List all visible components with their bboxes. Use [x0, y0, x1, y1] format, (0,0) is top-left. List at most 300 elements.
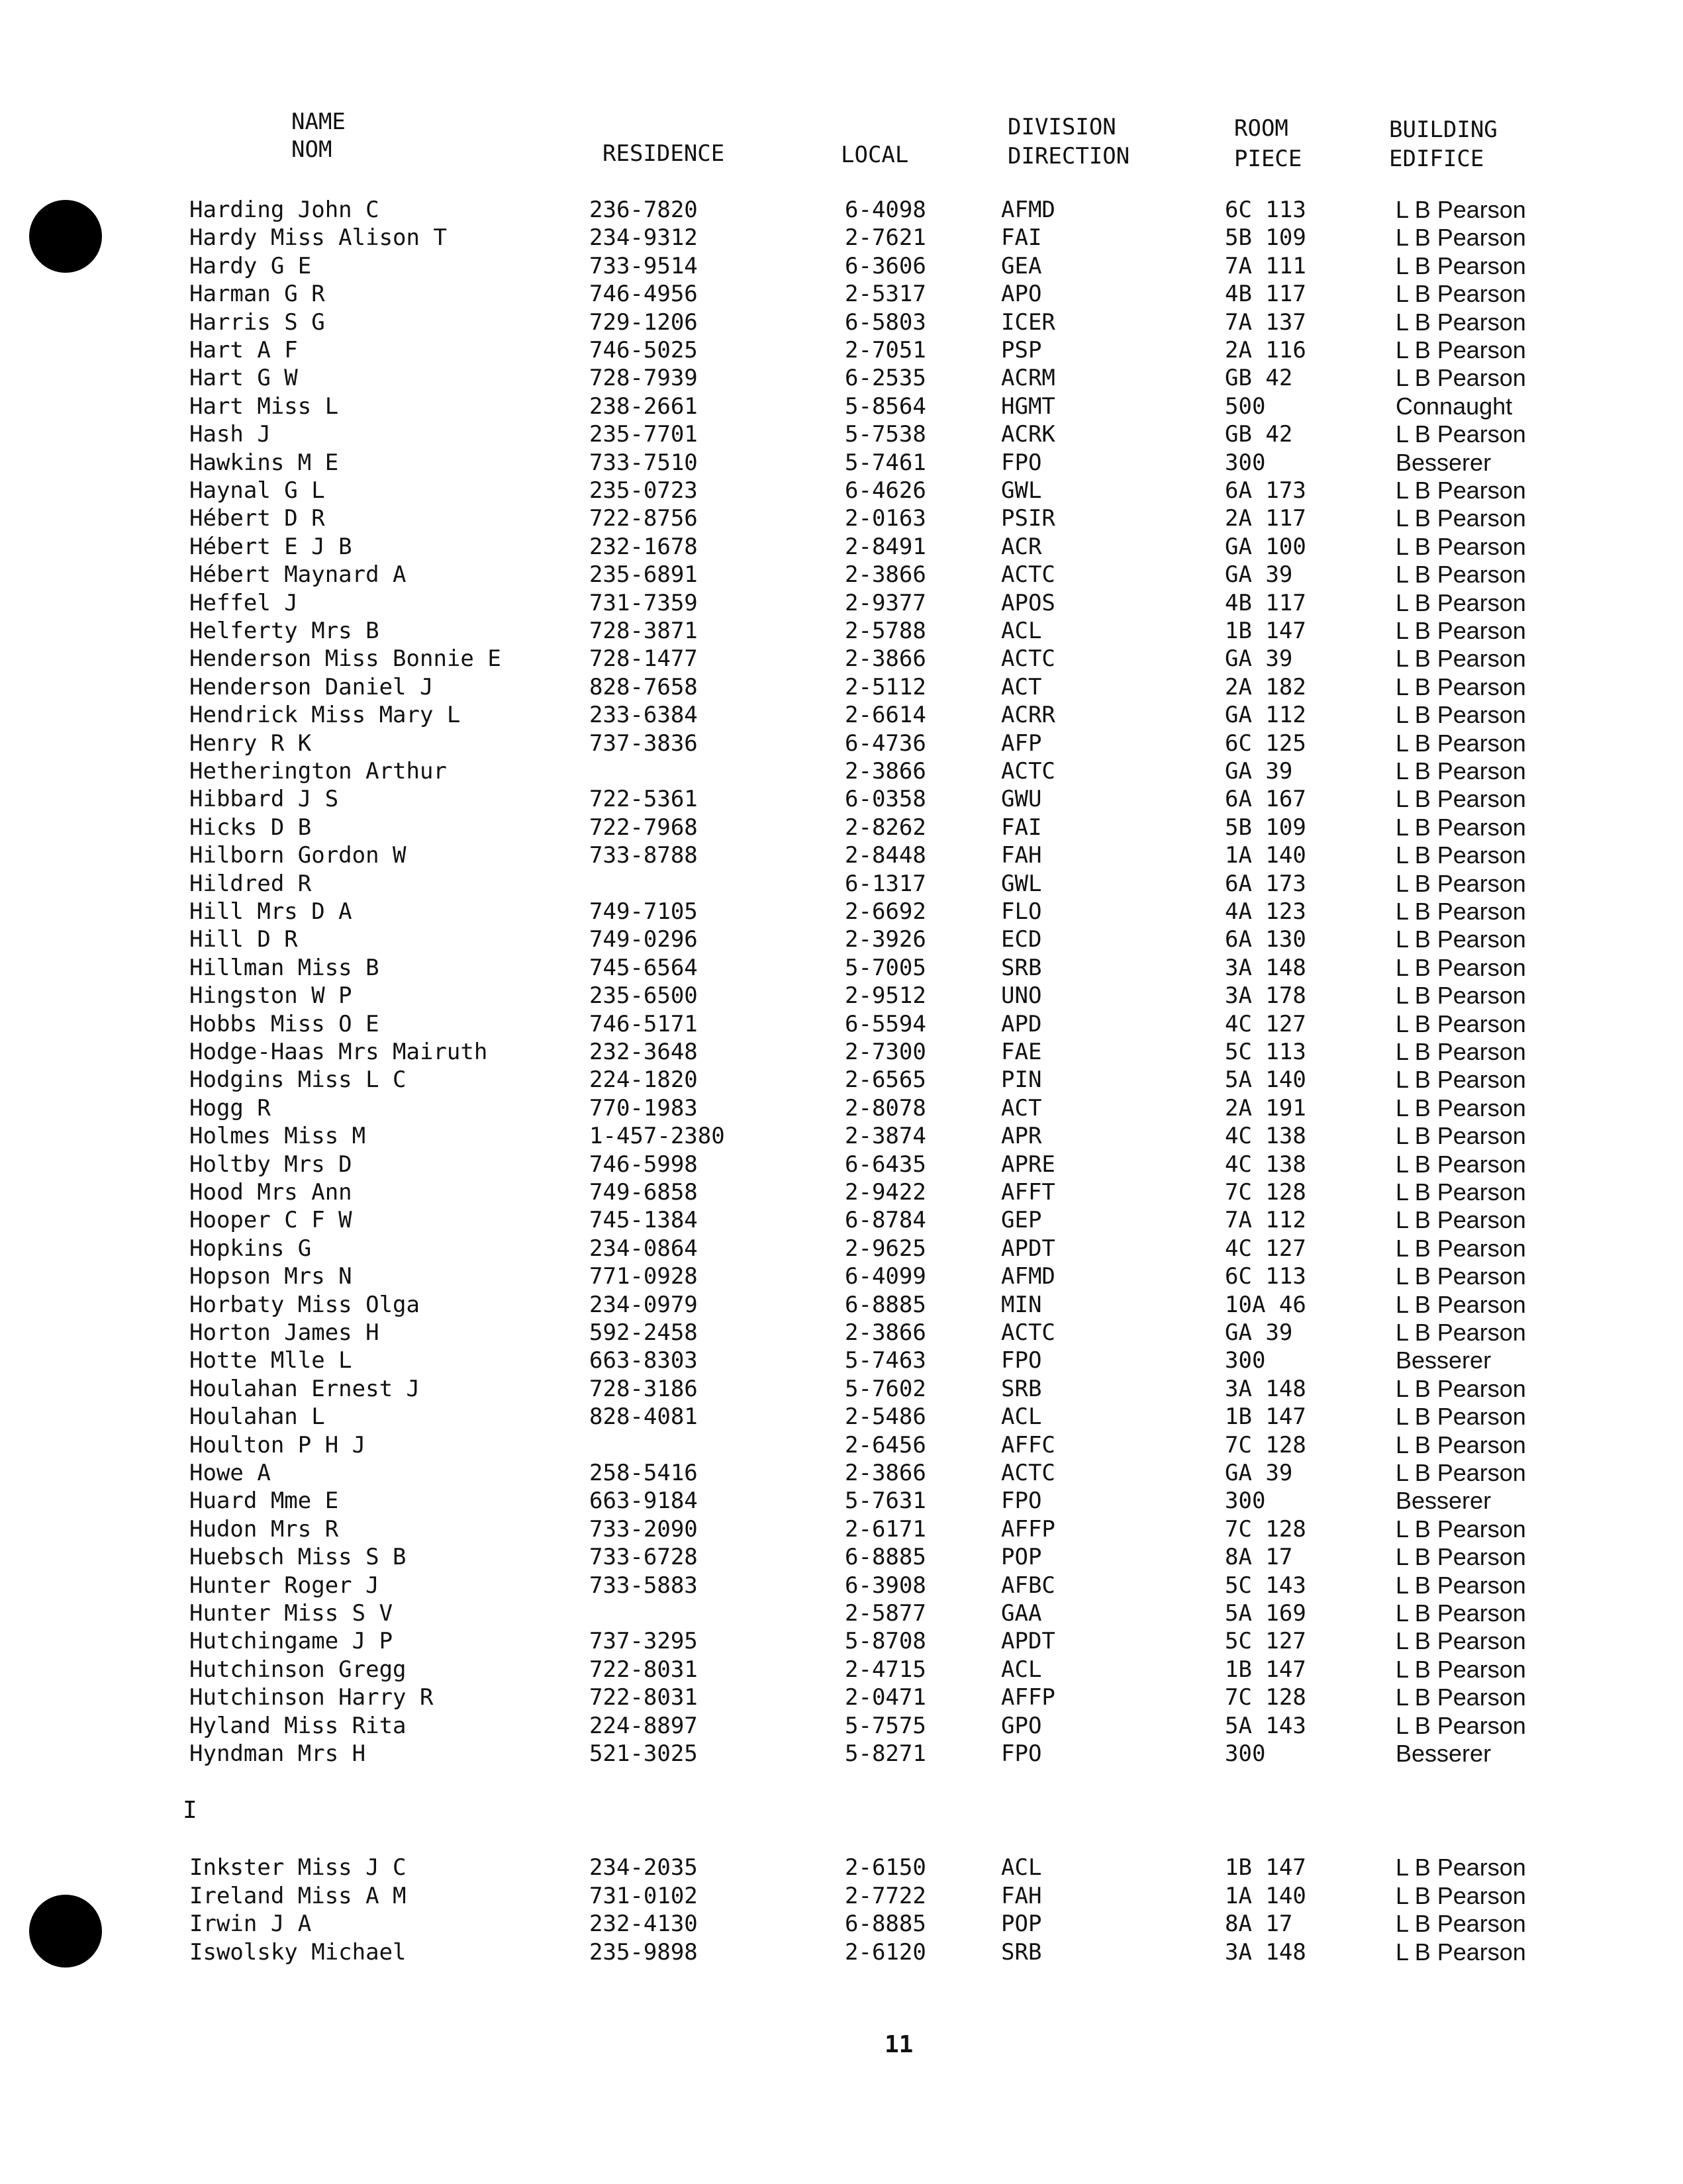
entry-residence: 749-0296	[589, 926, 698, 953]
entry-division: AFP	[1001, 730, 1042, 757]
entry-name: Hart Miss L	[189, 393, 339, 420]
entry-name: Iswolsky Michael	[189, 1938, 407, 1966]
entry-local: 2-3866	[845, 1460, 926, 1486]
entry-residence: 663-8303	[589, 1347, 698, 1374]
entry-building: L B Pearson	[1396, 1881, 1526, 1909]
entry-name: Hotte Mlle L	[189, 1347, 352, 1374]
entry-building: L B Pearson	[1396, 1938, 1526, 1966]
entry-building: L B Pearson	[1396, 1374, 1526, 1402]
entry-division: GEA	[1001, 252, 1042, 279]
entry-division: GWL	[1001, 870, 1042, 897]
entry-room: 4C 138	[1225, 1151, 1306, 1178]
entry-residence: 771-0928	[589, 1263, 698, 1290]
list-item	[0, 926, 1683, 953]
entry-building: L B Pearson	[1396, 785, 1526, 813]
entry-room: 5B 109	[1225, 224, 1306, 252]
entry-local: 6-4099	[845, 1263, 926, 1290]
list-item	[0, 1010, 1683, 1038]
entry-building: L B Pearson	[1396, 1910, 1526, 1937]
entry-local: 5-7631	[845, 1488, 926, 1515]
entry-room: 5A 140	[1225, 1067, 1306, 1094]
entry-building: L B Pearson	[1396, 1038, 1526, 1065]
entry-room: 8A 17	[1225, 1544, 1293, 1571]
list-item	[0, 1151, 1683, 1178]
entry-name: Hawkins M E	[189, 449, 339, 476]
list-item	[0, 336, 1683, 364]
list-item	[0, 364, 1683, 392]
entry-building: L B Pearson	[1396, 1655, 1526, 1683]
entry-room: 7A 111	[1225, 252, 1306, 279]
list-item	[0, 1543, 1683, 1571]
entry-building: L B Pearson	[1396, 1571, 1526, 1599]
list-item	[0, 477, 1683, 504]
entry-residence: 722-5361	[589, 786, 698, 813]
entry-building: L B Pearson	[1396, 1262, 1526, 1290]
entry-residence: 233-6384	[589, 702, 698, 729]
entry-division: GEP	[1001, 1207, 1042, 1234]
list-item	[0, 224, 1683, 252]
entry-room: 3A 178	[1225, 982, 1306, 1010]
list-item	[0, 1712, 1683, 1740]
header-local: LOCAL	[841, 142, 909, 168]
entry-name: Houlahan L	[189, 1403, 325, 1431]
entry-name: Irwin J A	[189, 1911, 312, 1937]
entry-name: Hodge-Haas Mrs Mairuth	[189, 1039, 488, 1065]
entry-division: ACT	[1001, 673, 1042, 700]
entry-name: Hetherington Arthur	[189, 758, 447, 784]
entry-room: 1B 147	[1225, 1403, 1306, 1431]
entry-division: ACRR	[1001, 702, 1055, 729]
entry-division: APOS	[1001, 589, 1055, 616]
entry-room: 1A 140	[1225, 842, 1306, 869]
list-item	[0, 814, 1683, 841]
entry-division: ACTC	[1001, 1319, 1055, 1346]
entry-building: L B Pearson	[1396, 336, 1526, 363]
entry-name: Hunter Roger J	[189, 1572, 379, 1599]
entry-building: L B Pearson	[1396, 1066, 1526, 1094]
entry-building: L B Pearson	[1396, 1178, 1526, 1206]
list-item	[0, 730, 1683, 757]
list-item	[0, 1487, 1683, 1515]
list-item	[0, 280, 1683, 308]
entry-room: 2A 116	[1225, 337, 1306, 363]
entry-local: 6-5594	[845, 1010, 926, 1037]
entry-room: 4C 127	[1225, 1010, 1306, 1037]
entry-room: 2A 182	[1225, 673, 1306, 700]
entry-local: 2-3926	[845, 926, 926, 953]
entry-room: 5C 127	[1225, 1628, 1306, 1655]
entry-division: ACTC	[1001, 561, 1055, 589]
entry-building: L B Pearson	[1396, 1684, 1526, 1711]
entry-residence: 663-9184	[589, 1488, 698, 1515]
entry-room: 1B 147	[1225, 618, 1306, 644]
entry-local: 2-5877	[845, 1600, 926, 1627]
entry-building: L B Pearson	[1396, 926, 1526, 953]
entry-building: L B Pearson	[1396, 1711, 1526, 1739]
entry-division: APD	[1001, 1010, 1042, 1037]
entry-room: 6C 113	[1225, 1263, 1306, 1290]
entry-local: 6-2535	[845, 365, 926, 392]
entry-division: ACRM	[1001, 365, 1055, 392]
entry-residence: 235-0723	[589, 477, 698, 504]
list-item	[0, 982, 1683, 1010]
entry-division: FAH	[1001, 842, 1042, 869]
entry-building: L B Pearson	[1396, 561, 1526, 589]
entry-residence: 728-3186	[589, 1375, 698, 1402]
entry-division: GWL	[1001, 477, 1042, 504]
entry-division: AFMD	[1001, 1263, 1055, 1290]
entry-name: Hopkins G	[189, 1235, 312, 1262]
entry-division: FPO	[1001, 1347, 1042, 1374]
entry-division: APRE	[1001, 1151, 1055, 1178]
entry-local: 6-4736	[845, 730, 926, 757]
entry-residence: 238-2661	[589, 393, 698, 420]
entry-name: Harris S G	[189, 309, 325, 336]
entry-residence: 232-1678	[589, 533, 698, 560]
entry-division: GWU	[1001, 786, 1042, 813]
entry-residence: 235-7701	[589, 421, 698, 448]
entry-room: 6A 173	[1225, 477, 1306, 504]
entry-division: POP	[1001, 1544, 1042, 1571]
entry-name: Hutchingame J P	[189, 1628, 393, 1655]
entry-division: ACR	[1001, 533, 1042, 560]
entry-division: APDT	[1001, 1235, 1055, 1262]
entry-room: 4C 127	[1225, 1235, 1306, 1262]
entry-name: Hingston W P	[189, 982, 352, 1010]
entry-building: L B Pearson	[1396, 1010, 1526, 1037]
entry-building: L B Pearson	[1396, 1319, 1526, 1346]
entry-building: L B Pearson	[1396, 1459, 1526, 1486]
entry-name: Houlahan Ernest J	[189, 1375, 420, 1402]
entry-residence: 232-3648	[589, 1039, 698, 1065]
header-room: ROOM	[1234, 115, 1288, 142]
entry-residence: 737-3295	[589, 1628, 698, 1655]
entry-building: L B Pearson	[1396, 252, 1526, 279]
entry-division: AFFT	[1001, 1179, 1055, 1206]
list-item	[0, 252, 1683, 280]
entry-name: Hicks D B	[189, 814, 312, 841]
entry-name: Holmes Miss M	[189, 1123, 366, 1150]
entry-room: GA 100	[1225, 533, 1306, 560]
entry-building: Besserer	[1396, 1487, 1492, 1515]
entry-division: UNO	[1001, 982, 1042, 1010]
entry-residence: 521-3025	[589, 1740, 698, 1767]
entry-residence: 733-7510	[589, 449, 698, 476]
entry-division: ACTC	[1001, 1460, 1055, 1486]
entry-building: L B Pearson	[1396, 1150, 1526, 1178]
entry-room: 6C 125	[1225, 730, 1306, 757]
list-item	[0, 420, 1683, 448]
entry-room: 7C 128	[1225, 1431, 1306, 1458]
entry-name: Hogg R	[189, 1094, 271, 1121]
entry-division: ECD	[1001, 926, 1042, 953]
entry-local: 2-7722	[845, 1882, 926, 1909]
entry-local: 2-8078	[845, 1094, 926, 1121]
list-item	[0, 1572, 1683, 1599]
entry-room: 5A 143	[1225, 1712, 1306, 1739]
list-item	[0, 1656, 1683, 1684]
list-item	[0, 1038, 1683, 1066]
entry-name: Hunter Miss S V	[189, 1600, 393, 1627]
header-name: NAME	[291, 109, 346, 135]
entry-name: Ireland Miss A M	[189, 1882, 407, 1909]
entry-room: 300	[1225, 1488, 1266, 1515]
entry-room: GA 39	[1225, 1460, 1293, 1486]
entry-division: ACT	[1001, 1094, 1042, 1121]
entry-local: 2-0471	[845, 1684, 926, 1711]
list-item	[0, 1910, 1683, 1938]
entry-name: Howe A	[189, 1460, 271, 1486]
entry-residence: 733-6728	[589, 1544, 698, 1571]
entry-name: Hendrick Miss Mary L	[189, 702, 461, 729]
entry-room: 7C 128	[1225, 1684, 1306, 1711]
header-nom: NOM	[291, 136, 332, 163]
entry-local: 2-8262	[845, 814, 926, 841]
entry-name: Hutchinson Gregg	[189, 1656, 407, 1683]
entry-local: 2-6171	[845, 1515, 926, 1543]
list-item	[0, 1291, 1683, 1319]
list-item	[0, 1122, 1683, 1150]
entry-division: FLO	[1001, 898, 1042, 925]
entry-name: Haynal G L	[189, 477, 325, 504]
entry-residence: 733-2090	[589, 1515, 698, 1543]
page-number: 11	[885, 2031, 914, 2058]
entry-residence: 258-5416	[589, 1460, 698, 1486]
list-item	[0, 504, 1683, 532]
entry-name: Hodgins Miss L C	[189, 1067, 407, 1094]
entry-residence: 722-8031	[589, 1684, 698, 1711]
list-item	[0, 589, 1683, 617]
entry-room: 3A 148	[1225, 1375, 1306, 1402]
entry-division: AFFP	[1001, 1684, 1055, 1711]
entry-division: SRB	[1001, 954, 1042, 981]
entry-room: 6A 173	[1225, 870, 1306, 897]
entry-building: L B Pearson	[1396, 1403, 1526, 1431]
entry-name: Hardy G E	[189, 252, 312, 279]
entry-residence: 746-5171	[589, 1010, 698, 1037]
entry-local: 6-4626	[845, 477, 926, 504]
entry-building: L B Pearson	[1396, 1290, 1526, 1318]
entry-building: L B Pearson	[1396, 841, 1526, 869]
entry-local: 2-7300	[845, 1039, 926, 1065]
list-item	[0, 1515, 1683, 1543]
entry-residence: 722-8756	[589, 505, 698, 532]
entry-building: L B Pearson	[1396, 1431, 1526, 1458]
header-edifice: EDIFICE	[1389, 146, 1484, 172]
entry-name: Houlton P H J	[189, 1431, 366, 1458]
entry-residence: 746-4956	[589, 281, 698, 308]
entry-residence: 828-7658	[589, 673, 698, 700]
list-item	[0, 1235, 1683, 1262]
entry-room: 5C 143	[1225, 1572, 1306, 1599]
entry-division: FAH	[1001, 1882, 1042, 1909]
entry-building: L B Pearson	[1396, 504, 1526, 532]
list-item	[0, 1178, 1683, 1206]
entry-room: 6A 167	[1225, 786, 1306, 813]
entry-residence: 236-7820	[589, 197, 698, 223]
entry-name: Hyndman Mrs H	[189, 1740, 366, 1767]
list-item	[0, 533, 1683, 561]
entry-name: Hart A F	[189, 337, 298, 363]
list-item	[0, 1403, 1683, 1431]
entry-local: 2-8448	[845, 842, 926, 869]
entry-division: FPO	[1001, 1488, 1042, 1515]
entry-local: 5-7538	[845, 421, 926, 448]
entry-building: L B Pearson	[1396, 645, 1526, 673]
entry-local: 5-7463	[845, 1347, 926, 1374]
entry-room: 4C 138	[1225, 1123, 1306, 1150]
entry-residence: 728-1477	[589, 645, 698, 673]
entry-name: Hash J	[189, 421, 271, 448]
entry-division: ACL	[1001, 1656, 1042, 1683]
entry-name: Hyland Miss Rita	[189, 1712, 407, 1739]
entry-residence: 731-7359	[589, 589, 698, 616]
entry-local: 6-8885	[845, 1544, 926, 1571]
entry-residence: 733-8788	[589, 842, 698, 869]
entry-local: 2-3866	[845, 561, 926, 589]
list-item	[0, 898, 1683, 926]
entry-division: ACTC	[1001, 758, 1055, 784]
entry-residence: 224-8897	[589, 1712, 698, 1739]
entry-room: 6A 130	[1225, 926, 1306, 953]
list-item	[0, 1459, 1683, 1487]
list-item	[0, 196, 1683, 224]
entry-building: L B Pearson	[1396, 364, 1526, 392]
entry-local: 5-7461	[845, 449, 926, 476]
list-item	[0, 1375, 1683, 1403]
entry-name: Henderson Daniel J	[189, 673, 434, 700]
entry-name: Hudon Mrs R	[189, 1515, 339, 1543]
list-item	[0, 673, 1683, 701]
entry-local: 2-7621	[845, 224, 926, 252]
entry-residence: 828-4081	[589, 1403, 698, 1431]
entry-name: Harman G R	[189, 281, 325, 308]
entry-building: L B Pearson	[1396, 813, 1526, 841]
entry-local: 2-6456	[845, 1431, 926, 1458]
entry-building: L B Pearson	[1396, 1234, 1526, 1262]
entry-name: Hillman Miss B	[189, 954, 379, 981]
entry-local: 6-3908	[845, 1572, 926, 1599]
list-item	[0, 841, 1683, 869]
entry-residence: 722-8031	[589, 1656, 698, 1683]
entry-local: 2-5317	[845, 281, 926, 308]
entry-local: 2-8491	[845, 533, 926, 560]
entry-local: 2-4715	[845, 1656, 926, 1683]
entry-local: 2-6120	[845, 1938, 926, 1966]
entry-residence: 224-1820	[589, 1067, 698, 1094]
entry-building: Besserer	[1396, 1740, 1492, 1767]
entry-local: 6-1317	[845, 870, 926, 897]
list-item	[0, 757, 1683, 785]
entry-division: FPO	[1001, 1740, 1042, 1767]
entry-room: GA 39	[1225, 1319, 1293, 1346]
entry-local: 6-8885	[845, 1911, 926, 1937]
entry-residence: 746-5998	[589, 1151, 698, 1178]
entry-building: L B Pearson	[1396, 982, 1526, 1010]
entry-division: APO	[1001, 281, 1042, 308]
entry-building: L B Pearson	[1396, 1122, 1526, 1150]
entry-building: L B Pearson	[1396, 224, 1526, 252]
entry-residence: 235-6500	[589, 982, 698, 1010]
entry-name: Holtby Mrs D	[189, 1151, 352, 1178]
entry-residence: 731-0102	[589, 1882, 698, 1909]
entry-building: L B Pearson	[1396, 1599, 1526, 1627]
entry-division: ACRK	[1001, 421, 1055, 448]
entry-division: GPO	[1001, 1712, 1042, 1739]
entry-local: 6-0358	[845, 786, 926, 813]
entry-room: 300	[1225, 1740, 1266, 1767]
entry-residence: 745-1384	[589, 1207, 698, 1234]
entry-room: 3A 148	[1225, 1938, 1306, 1966]
entry-residence: 235-9898	[589, 1938, 698, 1966]
entry-residence: 234-0979	[589, 1291, 698, 1318]
list-item	[0, 449, 1683, 477]
entry-building: L B Pearson	[1396, 589, 1526, 616]
entry-division: AFBC	[1001, 1572, 1055, 1599]
entry-residence: 232-4130	[589, 1911, 698, 1937]
list-item	[0, 309, 1683, 336]
list-item	[0, 1882, 1683, 1910]
entry-local: 5-8271	[845, 1740, 926, 1767]
header-direction: DIRECTION	[1008, 143, 1130, 169]
entry-local: 2-9422	[845, 1179, 926, 1206]
entry-building: Besserer	[1396, 448, 1492, 476]
header-residence: RESIDENCE	[602, 140, 725, 167]
entry-building: L B Pearson	[1396, 280, 1526, 308]
entry-local: 2-5486	[845, 1403, 926, 1431]
entry-room: 2A 117	[1225, 505, 1306, 532]
list-item	[0, 1206, 1683, 1234]
entry-local: 2-3866	[845, 758, 926, 784]
entry-name: Helferty Mrs B	[189, 618, 379, 644]
entry-division: GAA	[1001, 1600, 1042, 1627]
entry-building: L B Pearson	[1396, 1515, 1526, 1543]
entry-room: 2A 191	[1225, 1094, 1306, 1121]
entry-local: 2-3866	[845, 1319, 926, 1346]
entry-residence: 728-7939	[589, 365, 698, 392]
entry-building: L B Pearson	[1396, 757, 1526, 784]
entry-local: 2-5788	[845, 618, 926, 644]
entry-residence: 1-457-2380	[589, 1123, 725, 1150]
entry-name: Hardy Miss Alison T	[189, 224, 447, 252]
entry-division: MIN	[1001, 1291, 1042, 1318]
entry-local: 6-5803	[845, 309, 926, 336]
entry-residence: 737-3836	[589, 730, 698, 757]
entry-residence: 733-5883	[589, 1572, 698, 1599]
entry-division: FAI	[1001, 814, 1042, 841]
entry-name: Henderson Miss Bonnie E	[189, 645, 501, 673]
entry-room: GB 42	[1225, 365, 1293, 392]
list-item	[0, 1066, 1683, 1094]
entry-residence: 728-3871	[589, 618, 698, 644]
entry-division: AFFC	[1001, 1431, 1055, 1458]
entry-room: 5A 169	[1225, 1600, 1306, 1627]
header-division: DIVISION	[1008, 114, 1116, 140]
entry-local: 2-6565	[845, 1067, 926, 1094]
entry-name: Hibbard J S	[189, 786, 339, 813]
entry-name: Hill D R	[189, 926, 298, 953]
entry-residence: 592-2458	[589, 1319, 698, 1346]
entry-division: PIN	[1001, 1067, 1042, 1094]
entry-residence: 729-1206	[589, 309, 698, 336]
entry-residence: 745-6564	[589, 954, 698, 981]
entry-room: 4B 117	[1225, 589, 1306, 616]
entry-division: POP	[1001, 1911, 1042, 1937]
entry-local: 2-6614	[845, 702, 926, 729]
entry-name: Harding John C	[189, 197, 379, 223]
entry-residence: 733-9514	[589, 252, 698, 279]
entry-room: 1B 147	[1225, 1854, 1306, 1881]
